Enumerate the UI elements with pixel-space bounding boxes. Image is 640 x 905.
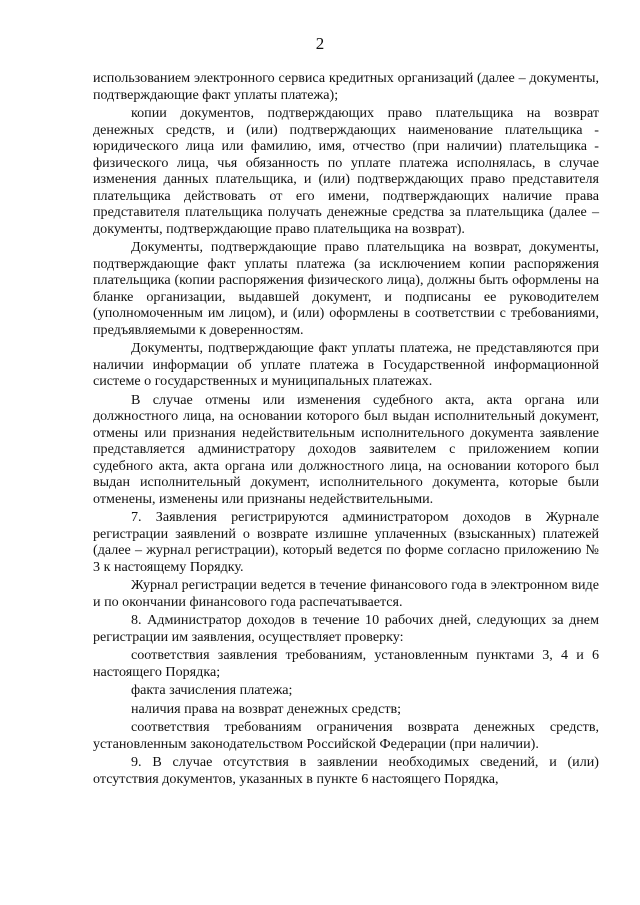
page-number: 2 bbox=[315, 34, 325, 53]
paragraph-check-payment: факта зачисления платежа; bbox=[131, 682, 293, 698]
paragraph-journal-maintenance: Журнал регистрации ведется в течение финансового года в электронном виде и по окончании финансового года распечатывается. bbox=[93, 577, 599, 610]
paragraph-item-9: 9. В случае отсутствия в заявлении необходимых сведений, и (или) отсутствия документов, указанных в пункте 6 настоящего Порядка, bbox=[93, 754, 599, 787]
paragraph-check-compliance: соответствия заявления требованиям, установленным пунктами 3, 4 и 6 настоящего Порядка; bbox=[93, 647, 599, 680]
paragraph-item-8: 8. Администратор доходов в течение 10 рабочих дней, следующих за днем регистрации им заявления, осуществляет проверку: bbox=[93, 612, 599, 645]
document-body bbox=[93, 70, 599, 789]
paragraph-continuation: использованием электронного сервиса кредитных организаций (далее – документы, подтверждающие факт уплаты платежа); bbox=[93, 70, 599, 103]
paragraph-item-7: 7. Заявления регистрируются администратором доходов в Журнале регистрации заявлений о возврате излишне уплаченных (взысканных) платежей (далее – журнал регистрации), который ведется по форме согласно приложению № 3 к настоящему Порядку. bbox=[93, 509, 599, 575]
paragraph-check-refund-right: наличия права на возврат денежных средств; bbox=[131, 700, 402, 717]
paragraph-gis-payments: Документы, подтверждающие факт уплаты платежа, не представляются при наличии информации об уплате платежа в Государственной информационной системе о государственных и муниципальных платежах. bbox=[93, 340, 599, 389]
paragraph-document-requirements: Документы, подтверждающие право плательщика на возврат, документы, подтверждающие факт уплаты платежа (за исключением копии распоряжения плательщика (копии распоряжения физического лица), должны быть оформлены на бланке организации, выдавшей документ, и подписаны ее руководителем (уполномоченным им лицом), и (или) оформлены в соответствии с требованиями, предъявляемыми к доверенностям. bbox=[93, 239, 599, 338]
paragraph-court-act-cancellation: В случае отмены или изменения судебного акта, акта органа или должностного лица, на основании которого был выдан исполнительный документ, отмены или признания недействительным исполнительного документа заявление представляется администратору доходов заявителем с приложением копии судебного акта, акта органа или должностного лица, на основании которого был выдан исполнительный документ, исполнительного документа, которые были отменены, изменены или признаны недействительными. bbox=[93, 391, 599, 507]
paragraph-check-restrictions: соответствия требованиям ограничения возврата денежных средств, установленным законодательством Российской Федерации (при наличии). bbox=[93, 719, 599, 752]
paragraph-payer-rights-documents: копии документов, подтверждающих право плательщика на возврат денежных средств, и (или) подтверждающих наименование плательщика - юридического лица или фамилию, имя, отчество (при наличии) плательщика - физического лица, чья обязанность по уплате платежа исполнялась, в случае изменения данных плательщика, и (или) подтверждающих право представителя плательщика действовать от его имени, подтверждающих наличие права представителя плательщика получать денежные средства за плательщика (далее – документы, подтверждающие право плательщика на возврат). bbox=[93, 105, 599, 237]
